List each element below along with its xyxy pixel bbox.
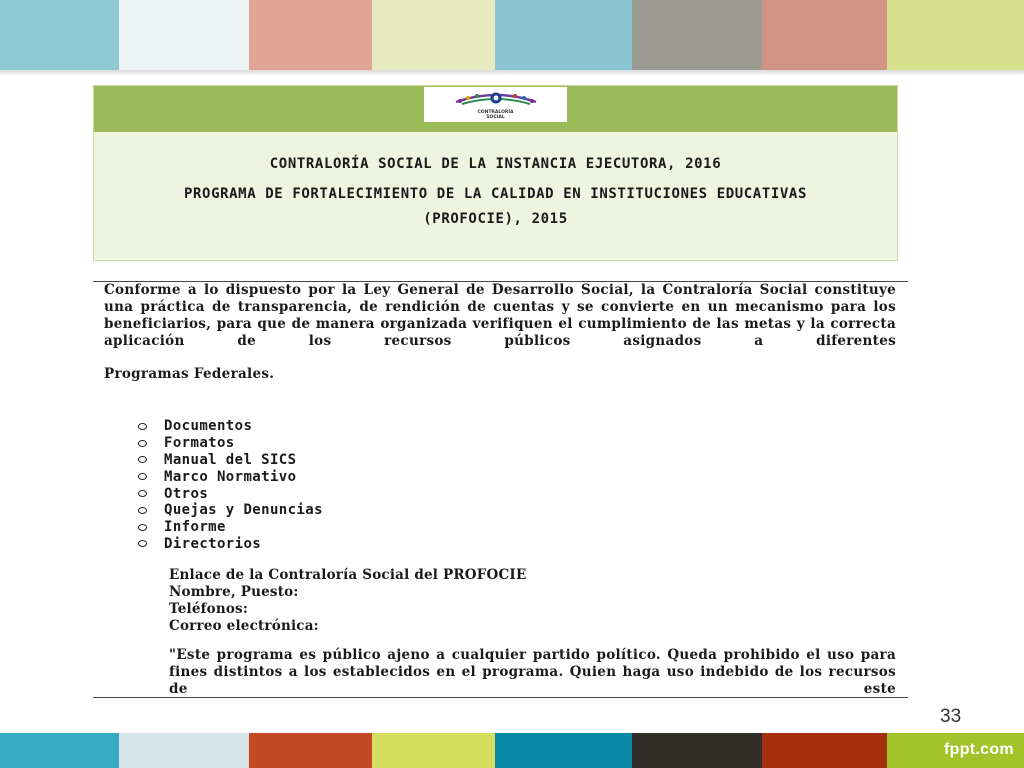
header-titles xyxy=(94,156,897,228)
menu-item-manual-sics[interactable] xyxy=(138,452,323,469)
header-box xyxy=(93,85,898,261)
top-band-segment xyxy=(372,0,495,70)
bottom-band-segment xyxy=(119,733,249,768)
bottom-band-segment xyxy=(372,733,495,768)
bottom-color-band xyxy=(0,733,1024,768)
circle-bullet-icon xyxy=(138,423,147,430)
menu-item-label: Otros xyxy=(164,485,209,502)
header-title-line-3: (PROFOCIE), 2015 xyxy=(423,211,568,227)
menu-item-documentos[interactable] xyxy=(138,418,323,435)
resource-menu xyxy=(138,418,323,552)
circle-bullet-icon xyxy=(138,540,147,547)
contact-email-label: Correo electrónica: xyxy=(169,618,319,634)
contact-name-label: Nombre, Puesto: xyxy=(169,584,299,600)
contact-block xyxy=(169,567,526,635)
menu-item-label: Quejas y Denuncias xyxy=(164,502,323,519)
menu-item-label: Formatos xyxy=(164,435,235,452)
top-band-segment xyxy=(119,0,249,70)
top-band-segment xyxy=(632,0,762,70)
disclaimer-paragraph: "Este programa es público ajeno a cualquier partido político. Queda prohibido el uso para fines distintos a los establecidos en el programa. Quien haga uso indebido de los recursos de este xyxy=(169,647,896,697)
circle-bullet-icon xyxy=(138,456,147,463)
contraloria-social-logo-icon xyxy=(450,90,542,110)
menu-item-label: Marco Normativo xyxy=(164,468,297,485)
page-number: 33 xyxy=(940,706,962,727)
top-band-segment xyxy=(249,0,372,70)
menu-item-quejas-denuncias[interactable] xyxy=(138,502,323,519)
contraloria-social-logo xyxy=(424,87,567,122)
top-band-segment xyxy=(887,0,1024,70)
menu-item-label: Directorios xyxy=(164,535,262,552)
bottom-divider xyxy=(93,697,908,698)
intro-paragraph: Conforme a lo dispuesto por la Ley General de Desarrollo Social, la Contraloría Social constituye una práctica de transparencia, de rendición de cuentas y se convierte en un mecanismo para los beneficiarios, para que de manera organizada verifiquen el cumplimiento de las metas y la correcta aplicación de los recursos públicos asignados a diferentes xyxy=(104,282,896,349)
bottom-band-segment xyxy=(762,733,887,768)
intro-paragraph-last-line: Programas Federales. xyxy=(104,366,275,382)
bottom-band-segment xyxy=(495,733,632,768)
menu-item-otros[interactable] xyxy=(138,485,323,502)
bottom-band-segment xyxy=(249,733,372,768)
menu-item-informe[interactable] xyxy=(138,519,323,536)
menu-item-label: Informe xyxy=(164,519,226,536)
top-band-shadow xyxy=(0,70,1024,76)
menu-item-label: Manual del SICS xyxy=(164,451,297,468)
brand-logo: fppt.com xyxy=(944,741,1014,758)
header-title-line-2: PROGRAMA DE FORTALECIMIENTO DE LA CALIDAD EN INSTITUCIONES EDUCATIVAS xyxy=(184,186,807,202)
bottom-band-segment xyxy=(0,733,119,768)
bottom-band-segment xyxy=(632,733,762,768)
header-title-line-1: CONTRALORÍA SOCIAL DE LA INSTANCIA EJECUTORA, 2016 xyxy=(269,156,722,172)
circle-bullet-icon xyxy=(138,473,147,480)
menu-item-directorios[interactable] xyxy=(138,536,323,553)
menu-item-marco-normativo[interactable] xyxy=(138,468,323,485)
menu-item-label: Documentos xyxy=(164,418,253,435)
circle-bullet-icon xyxy=(138,524,147,531)
menu-item-formatos[interactable] xyxy=(138,435,323,452)
top-band-segment xyxy=(0,0,119,70)
circle-bullet-icon xyxy=(138,440,147,447)
circle-bullet-icon xyxy=(138,507,147,514)
top-band-segment xyxy=(762,0,887,70)
contact-title: Enlace de la Contraloría Social del PROFOCIE xyxy=(169,567,527,583)
logo-text: CONTRALORÍA SOCIAL xyxy=(477,110,514,120)
circle-bullet-icon xyxy=(138,490,147,497)
header-green-bar xyxy=(94,86,897,132)
top-color-band xyxy=(0,0,1024,70)
top-band-segment xyxy=(495,0,632,70)
contact-phone-label: Teléfonos: xyxy=(169,601,249,617)
